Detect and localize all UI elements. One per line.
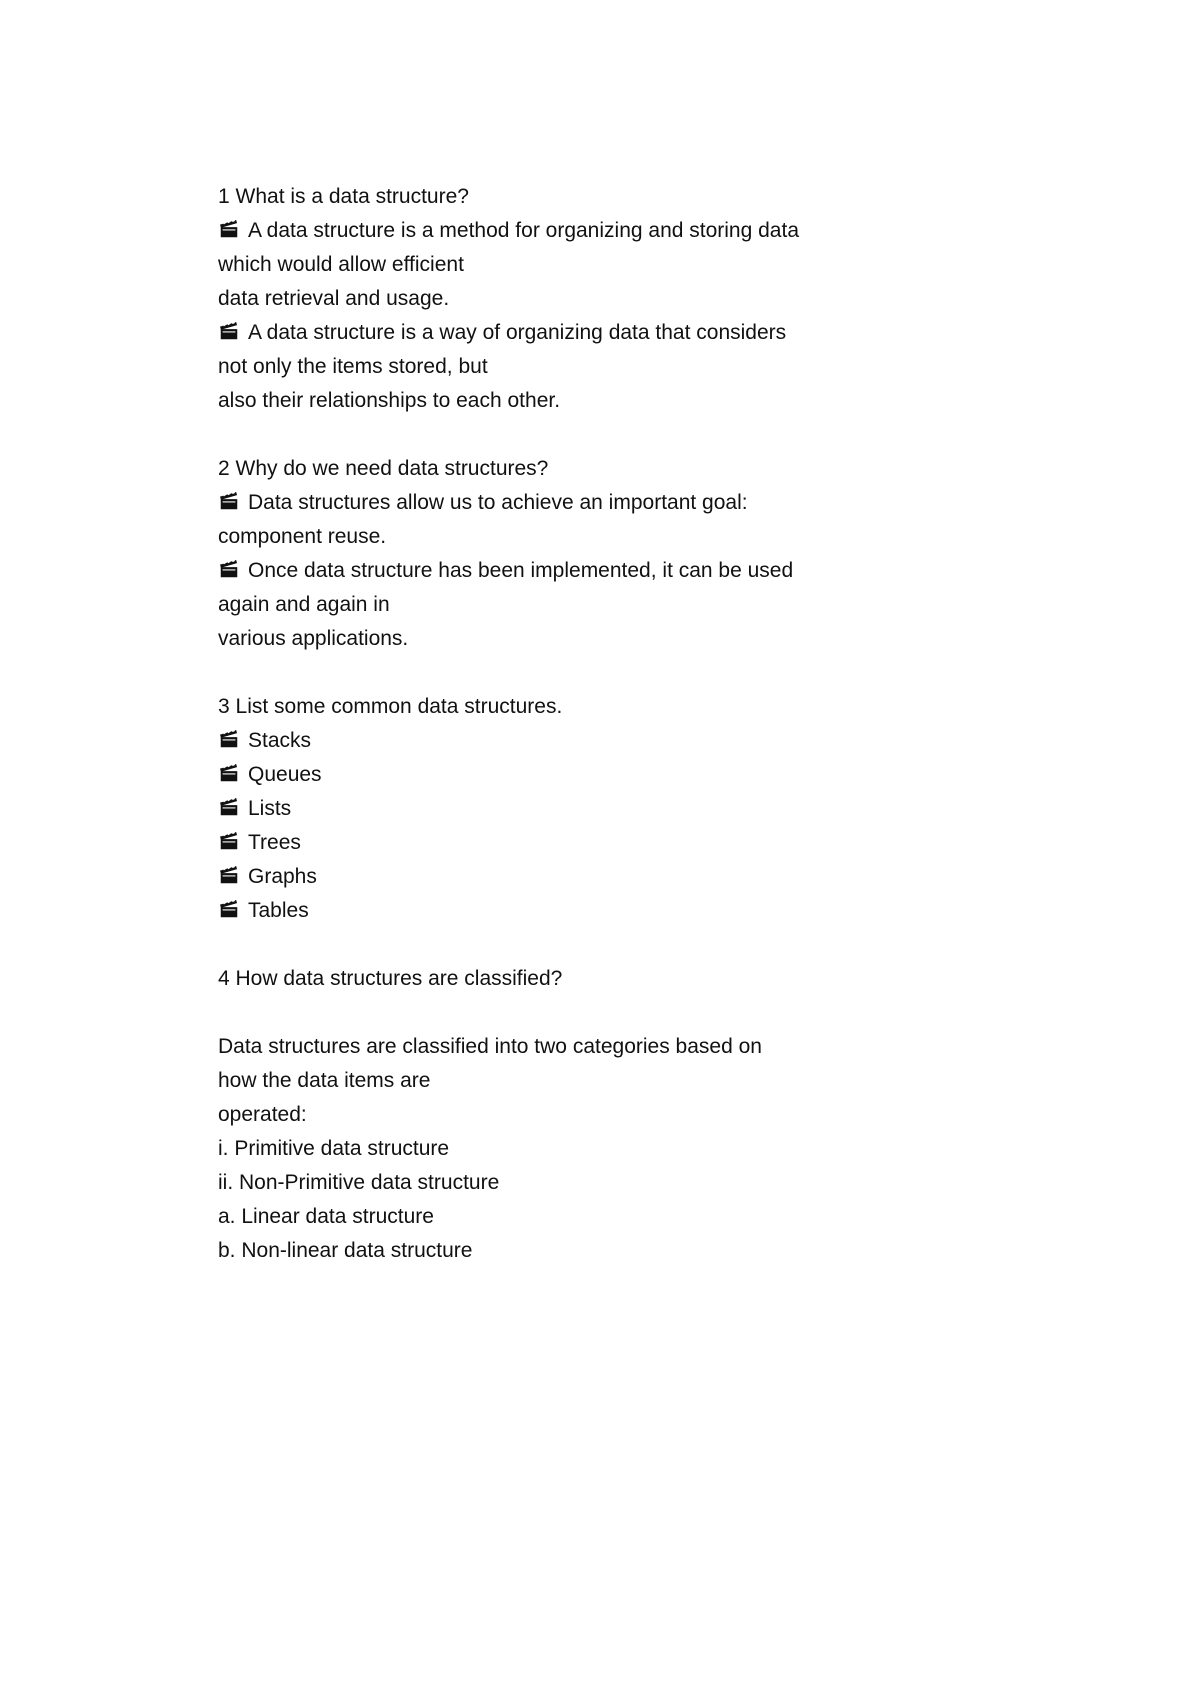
line-text: component reuse.: [218, 525, 387, 548]
clapperboard-icon: [218, 217, 240, 239]
line-text: 4 How data structures are classified?: [218, 967, 563, 990]
line-text: 2 Why do we need data structures?: [218, 457, 549, 480]
text-line: [218, 180, 918, 214]
text-line: [218, 1200, 918, 1234]
line-text: ii. Non-Primitive data structure: [218, 1171, 500, 1194]
blank-line: [218, 996, 918, 1030]
line-text: again and again in: [218, 593, 390, 616]
bullet-line: [218, 554, 918, 588]
text-line: [218, 622, 918, 656]
text-line: [218, 1098, 918, 1132]
clapperboard-icon: [218, 863, 240, 885]
bullet-line: [218, 758, 918, 792]
bullet-line: [218, 724, 918, 758]
text-line: [218, 1234, 918, 1268]
clapperboard-icon: [218, 727, 240, 749]
text-line: [218, 452, 918, 486]
text-line: [218, 1166, 918, 1200]
text-line: [218, 1064, 918, 1098]
text-line: [218, 350, 918, 384]
line-text: not only the items stored, but: [218, 355, 488, 378]
text-line: [218, 690, 918, 724]
line-text: how the data items are: [218, 1069, 431, 1092]
line-text: Graphs: [248, 865, 317, 888]
line-text: Data structures are classified into two categories based on: [218, 1035, 762, 1058]
text-line: [218, 282, 918, 316]
clapperboard-icon: [218, 557, 240, 579]
document-body: [218, 180, 918, 1268]
bullet-line: [218, 826, 918, 860]
bullet-line: [218, 894, 918, 928]
text-line: [218, 384, 918, 418]
line-text: data retrieval and usage.: [218, 287, 450, 310]
line-text: b. Non-linear data structure: [218, 1239, 473, 1262]
blank-line: [218, 418, 918, 452]
text-line: [218, 588, 918, 622]
bullet-line: [218, 486, 918, 520]
line-text: various applications.: [218, 627, 409, 650]
clapperboard-icon: [218, 795, 240, 817]
clapperboard-icon: [218, 319, 240, 341]
clapperboard-icon: [218, 897, 240, 919]
line-text: also their relationships to each other.: [218, 389, 561, 412]
line-text: Once data structure has been implemented, it can be used: [248, 559, 794, 582]
text-line: [218, 1030, 918, 1064]
line-text: Queues: [248, 763, 322, 786]
line-text: Data structures allow us to achieve an important goal:: [248, 491, 748, 514]
line-text: Stacks: [248, 729, 312, 752]
clapperboard-icon: [218, 489, 240, 511]
line-text: 3 List some common data structures.: [218, 695, 563, 718]
line-text: Tables: [248, 899, 309, 922]
clapperboard-icon: [218, 829, 240, 851]
line-text: i. Primitive data structure: [218, 1137, 450, 1160]
text-line: [218, 962, 918, 996]
line-text: A data structure is a method for organizing and storing data: [248, 219, 799, 242]
line-text: A data structure is a way of organizing data that considers: [248, 321, 787, 344]
line-text: Trees: [248, 831, 301, 854]
bullet-line: [218, 316, 918, 350]
line-text: operated:: [218, 1103, 307, 1126]
bullet-line: [218, 214, 918, 248]
text-line: [218, 1132, 918, 1166]
bullet-line: [218, 860, 918, 894]
text-line: [218, 248, 918, 282]
clapperboard-icon: [218, 761, 240, 783]
bullet-line: [218, 792, 918, 826]
line-text: a. Linear data structure: [218, 1205, 434, 1228]
text-line: [218, 520, 918, 554]
line-text: which would allow efficient: [218, 253, 464, 276]
line-text: Lists: [248, 797, 292, 820]
blank-line: [218, 656, 918, 690]
blank-line: [218, 928, 918, 962]
line-text: 1 What is a data structure?: [218, 185, 469, 208]
